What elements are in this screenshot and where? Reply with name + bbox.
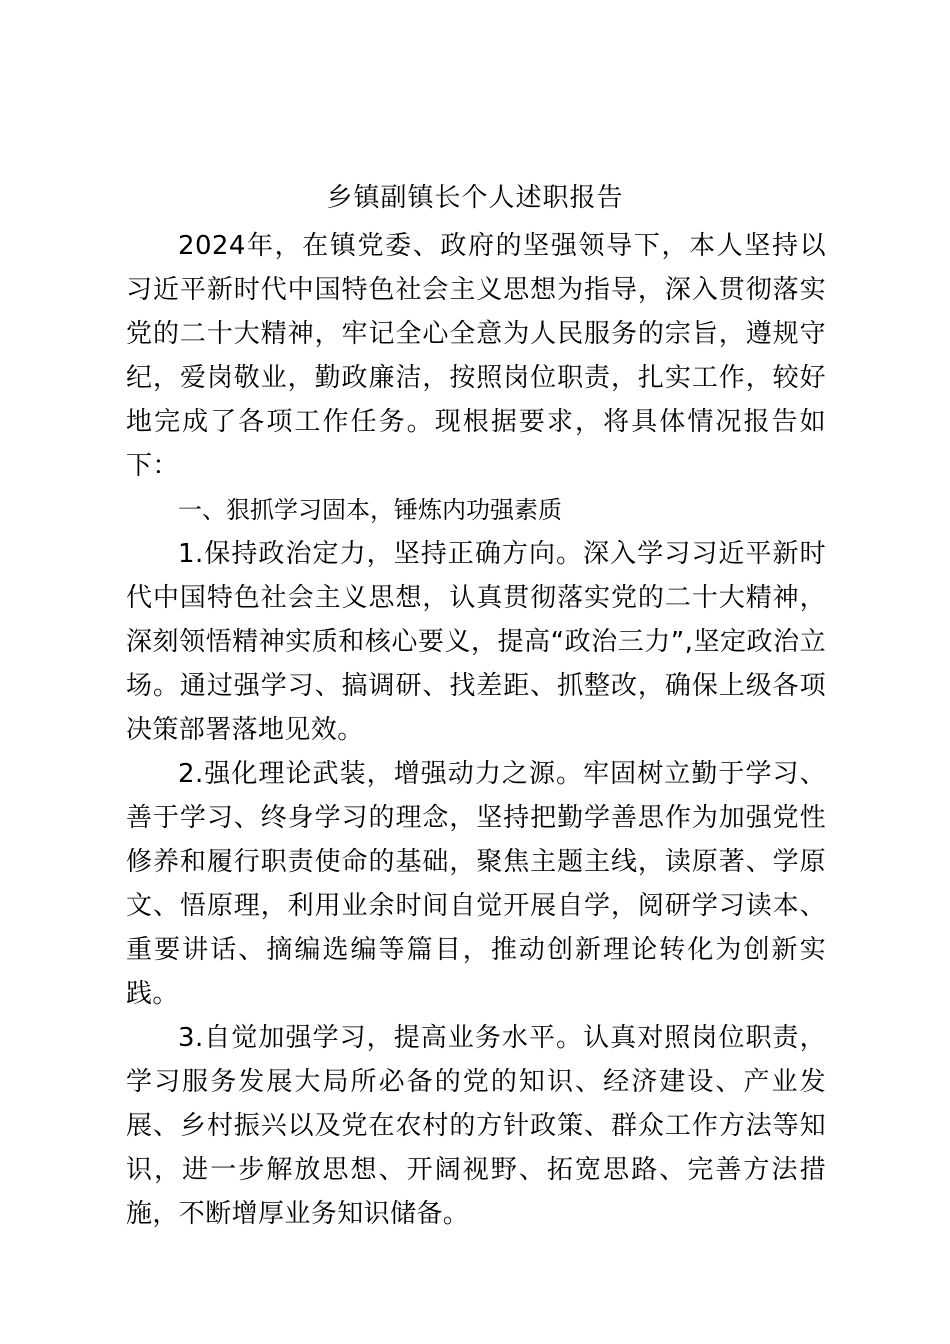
document-body xyxy=(126,224,826,1236)
item-paragraph-2: 2.强化理论武装，增强动力之源。牢固树立勤于学习、善于学习、终身学习的理念，坚持把勤学善思作为加强党性修养和履行职责使命的基础，聚焦主题主线，读原著、学原文、悟原理，利用业余时间自觉开展自学，阅研学习读本、重要讲话、摘编选编等篇目，推动创新理论转化为创新实践。 xyxy=(126,759,826,1009)
section-heading-1: 一、狠抓学习固本，锤炼内功强素质 xyxy=(178,496,562,524)
item-paragraph-3: 3.自觉加强学习，提高业务水平。认真对照岗位职责，学习服务发展大局所必备的党的知识、经济建设、产业发展、乡村振兴以及党在农村的方针政策、群众工作方法等知识，进一步解放思想、开阔视野、拓宽思路、完善方法措施，不断增厚业务知识储备。 xyxy=(126,1023,826,1229)
intro-paragraph: 2024年，在镇党委、政府的坚强领导下，本人坚持以习近平新时代中国特色社会主义思想为指导，深入贯彻落实党的二十大精神，牢记全心全意为人民服务的宗旨，遵规守纪，爱岗敬业，勤政廉洁，按照岗位职责，扎实工作，较好地完成了各项工作任务。现根据要求，将具体情况报告如下： xyxy=(126,231,826,481)
item-paragraph-1: 1.保持政治定力，坚持正确方向。深入学习习近平新时代中国特色社会主义思想，认真贯彻落实党的二十大精神，深刻领悟精神实质和核心要义，提高“政治三力”,坚定政治立场。通过强学习、搞调研、找差距、抓整改，确保上级各项决策部署落地见效。 xyxy=(126,539,826,745)
document-title: 乡镇副镇长个人述职报告 xyxy=(326,183,624,213)
